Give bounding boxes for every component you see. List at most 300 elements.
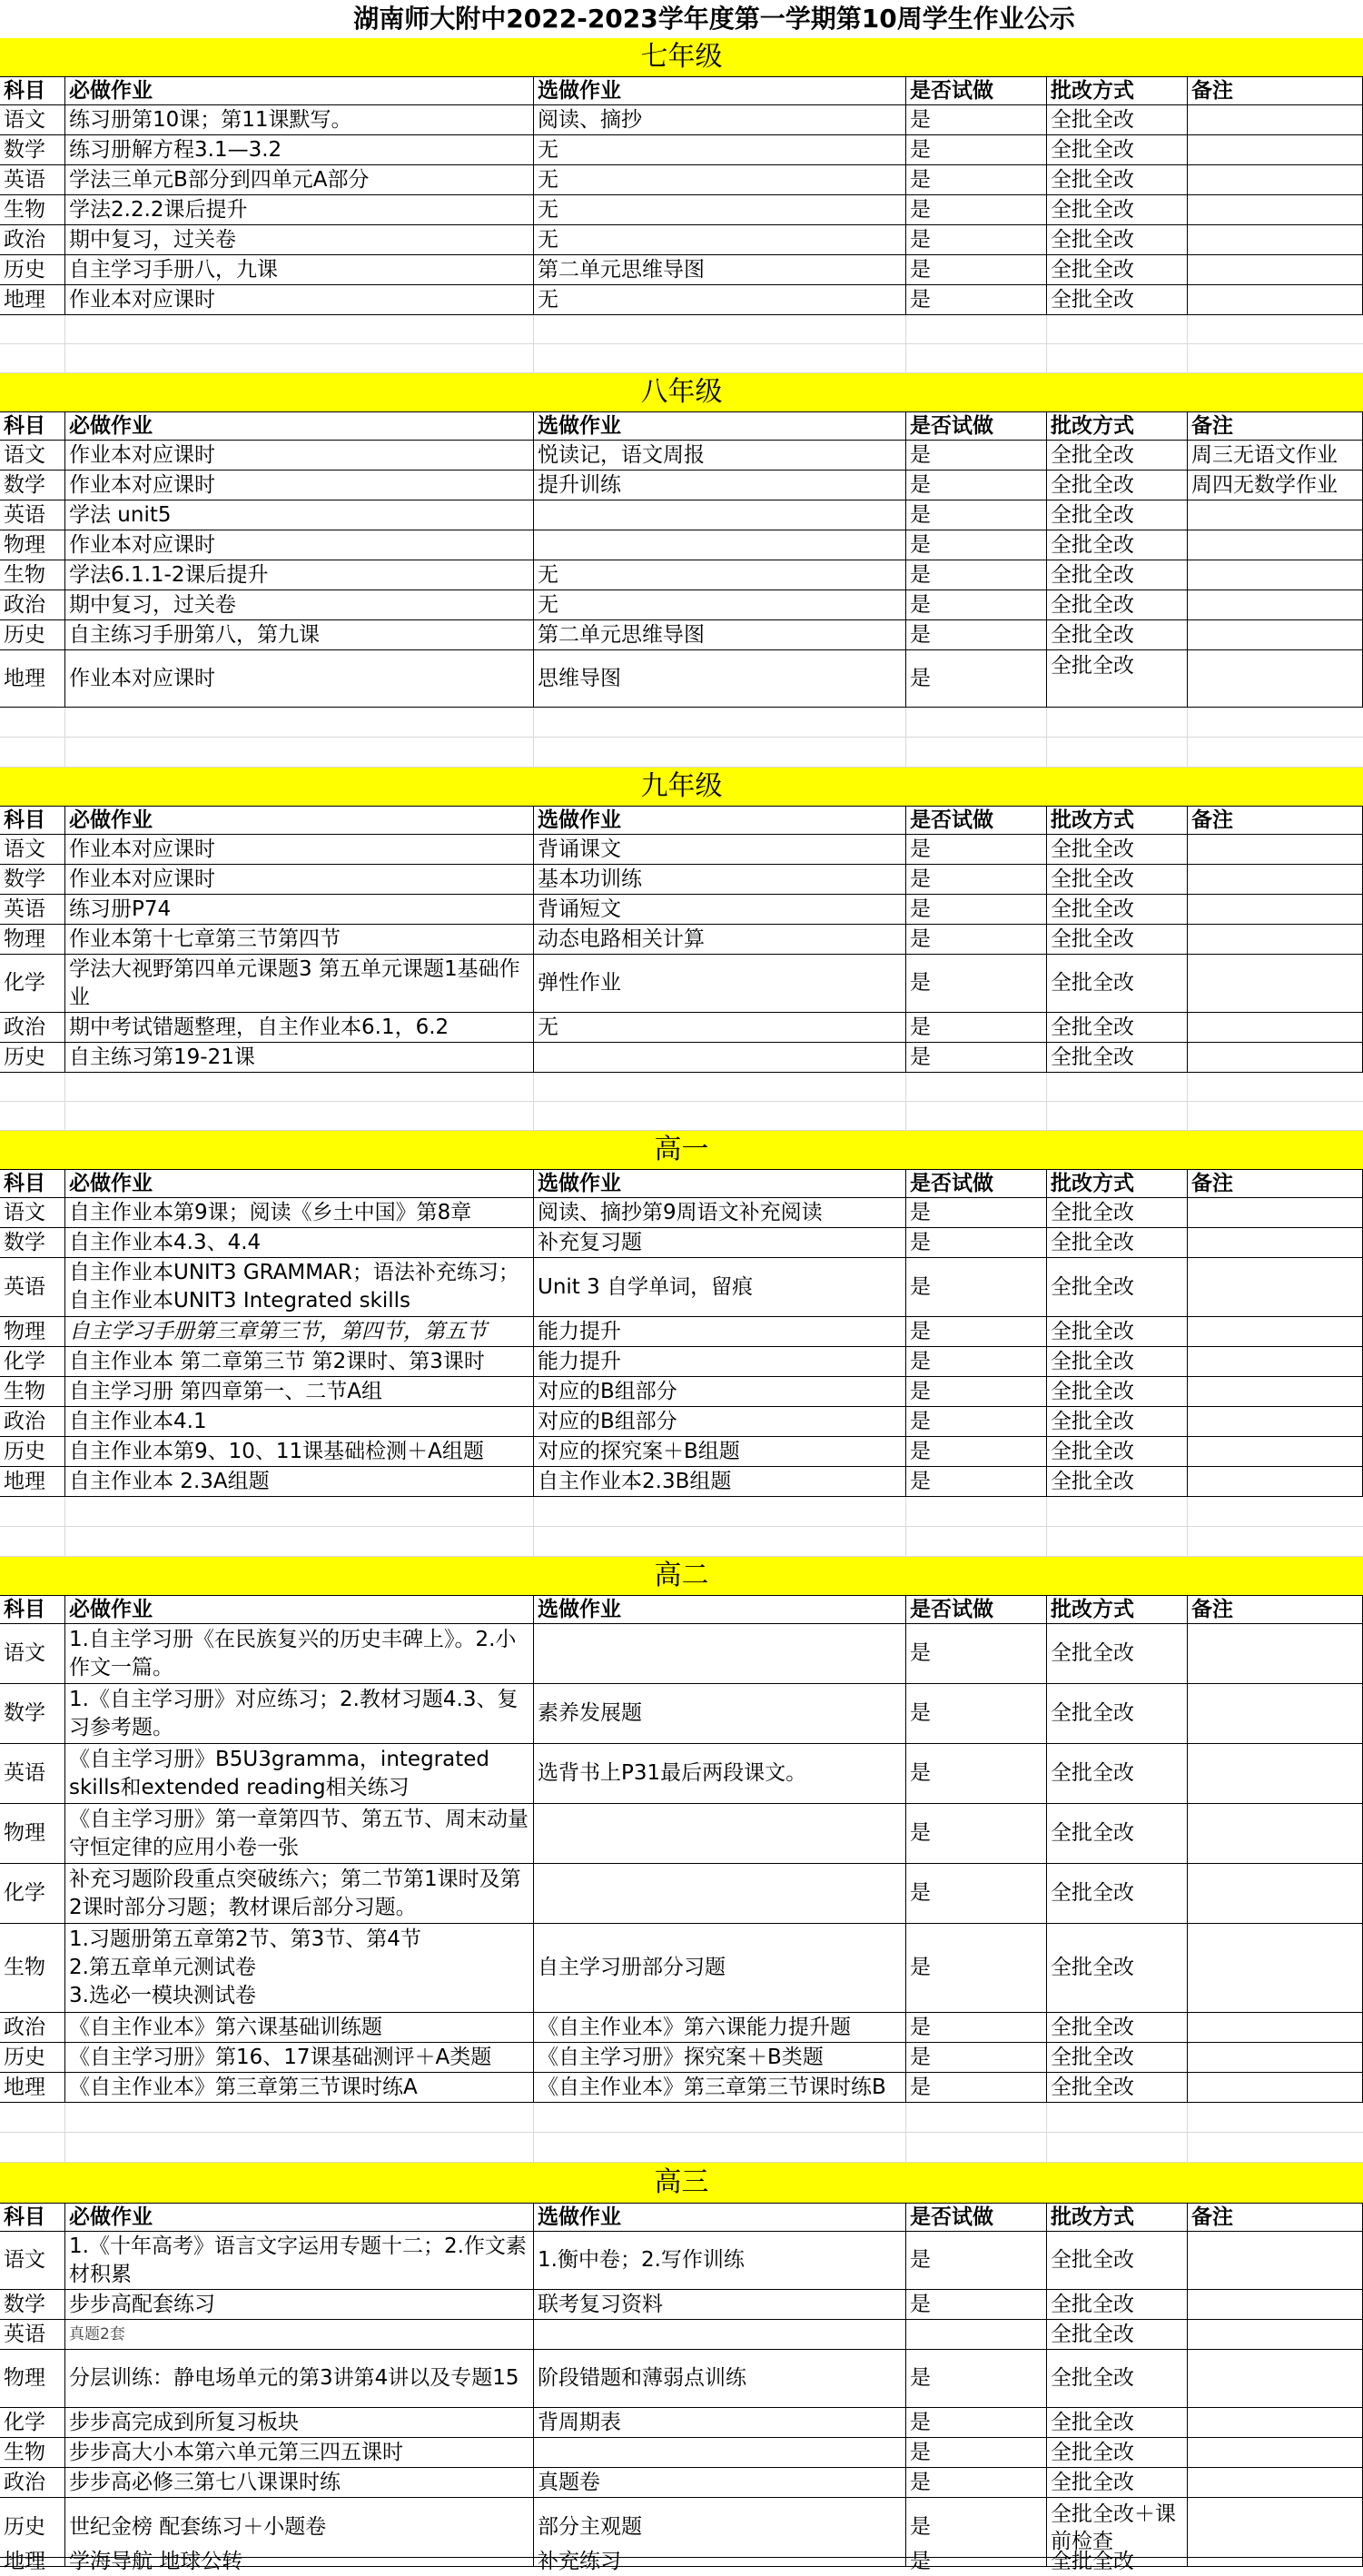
table-row xyxy=(0,2408,1363,2438)
note-cell xyxy=(1188,1864,1363,1923)
trial-cell: 是 xyxy=(906,1317,1047,1346)
required-cell: 自主练习第19-21课 xyxy=(65,1043,534,1072)
gridline xyxy=(533,315,534,343)
grading-cell: 全批全改 xyxy=(1047,1407,1188,1436)
required-cell: 练习册P74 xyxy=(65,895,534,924)
table-row xyxy=(0,1317,1363,1347)
optional-cell: 无 xyxy=(534,560,906,590)
table-header-row xyxy=(0,1595,1363,1624)
table-row xyxy=(0,1198,1363,1228)
required-cell: 作业本对应课时 xyxy=(65,865,534,894)
gridline xyxy=(1187,708,1188,737)
subject-cell: 生物 xyxy=(0,1377,65,1406)
grading-cell: 全批全改 xyxy=(1047,225,1188,254)
optional-cell xyxy=(534,1043,906,1072)
note-cell xyxy=(1188,1407,1363,1436)
column-header: 科目 xyxy=(0,2204,65,2231)
column-header: 备注 xyxy=(1188,2204,1363,2231)
gridline xyxy=(533,1527,534,1556)
optional-cell: 能力提升 xyxy=(534,1347,906,1376)
required-cell: 学法三单元B部分到四单元A部分 xyxy=(65,165,534,194)
subject-cell: 历史 xyxy=(0,620,65,649)
optional-cell: 素养发展题 xyxy=(534,1684,906,1743)
column-header: 选做作业 xyxy=(534,2204,906,2231)
subject-cell: 英语 xyxy=(0,1744,65,1803)
note-cell xyxy=(1188,2468,1363,2497)
grading-cell: 全批全改 xyxy=(1047,560,1188,590)
required-cell: 作业本对应课时 xyxy=(65,285,534,314)
grading-cell: 全批全改 xyxy=(1047,865,1188,894)
note-cell xyxy=(1188,620,1363,649)
table-header-row xyxy=(0,411,1363,441)
grading-cell: 全批全改＋课前检查 xyxy=(1047,2498,1188,2557)
required-cell: 自主学习手册八，九课 xyxy=(65,255,534,284)
required-cell: 期中复习，过关卷 xyxy=(65,225,534,254)
column-header: 批改方式 xyxy=(1047,1596,1188,1623)
table-row xyxy=(0,1043,1363,1073)
blank-row xyxy=(0,1527,1363,1557)
grade-banner: 高一 xyxy=(0,1131,1363,1169)
column-header: 批改方式 xyxy=(1047,77,1188,104)
gridline xyxy=(533,708,534,737)
required-cell: 作业本对应课时 xyxy=(65,650,534,707)
table-row xyxy=(0,225,1363,255)
gridline xyxy=(533,2103,534,2132)
optional-cell: 无 xyxy=(534,1013,906,1042)
optional-cell: 第二单元思维导图 xyxy=(534,255,906,284)
trial-cell: 是 xyxy=(906,1407,1047,1436)
subject-cell: 语文 xyxy=(0,441,65,470)
trial-cell: 是 xyxy=(906,165,1047,194)
table-row xyxy=(0,2350,1363,2408)
subject-cell: 政治 xyxy=(0,2468,65,2497)
optional-cell: 联考复习资料 xyxy=(534,2290,906,2319)
subject-cell: 语文 xyxy=(0,1198,65,1227)
subject-cell: 地理 xyxy=(0,1467,65,1496)
optional-cell: 1.衡中卷；2.写作训练 xyxy=(534,2232,906,2289)
subject-cell: 地理 xyxy=(0,285,65,314)
note-cell xyxy=(1188,590,1363,619)
blank-row xyxy=(0,1073,1363,1102)
subject-cell: 地理 xyxy=(0,2558,65,2566)
gridline xyxy=(1046,2103,1047,2132)
table-header-row xyxy=(0,2203,1363,2232)
gridline xyxy=(905,1073,906,1101)
table-header-row xyxy=(0,76,1363,105)
grading-cell: 全批全改 xyxy=(1047,441,1188,470)
trial-cell: 是 xyxy=(906,2558,1047,2566)
table-row xyxy=(0,2468,1363,2498)
subject-cell: 语文 xyxy=(0,835,65,864)
trial-cell: 是 xyxy=(906,1437,1047,1466)
gridline xyxy=(533,1102,534,1130)
subject-cell: 历史 xyxy=(0,255,65,284)
blank-row xyxy=(0,1102,1363,1131)
grading-cell: 全批全改 xyxy=(1047,2320,1188,2349)
table-row xyxy=(0,255,1363,285)
blank-row xyxy=(0,344,1363,373)
subject-cell: 数学 xyxy=(0,2290,65,2319)
gridline xyxy=(1046,315,1047,343)
optional-cell: 悦读记，语文周报 xyxy=(534,441,906,470)
subject-cell: 生物 xyxy=(0,560,65,590)
column-header: 必做作业 xyxy=(65,807,534,834)
subject-cell: 生物 xyxy=(0,1924,65,2012)
trial-cell: 是 xyxy=(906,955,1047,1012)
required-cell: 自主作业本 第二章第三节 第2课时、第3课时 xyxy=(65,1347,534,1376)
optional-cell: 动态电路相关计算 xyxy=(534,925,906,954)
optional-cell: 无 xyxy=(534,165,906,194)
required-cell: 作业本第十七章第三节第四节 xyxy=(65,925,534,954)
column-header: 科目 xyxy=(0,77,65,104)
optional-cell: 思维导图 xyxy=(534,650,906,707)
trial-cell: 是 xyxy=(906,1043,1047,1072)
note-cell xyxy=(1188,1624,1363,1683)
blank-row xyxy=(0,315,1363,344)
gridline xyxy=(64,1073,65,1101)
column-header: 选做作业 xyxy=(534,1170,906,1197)
note-cell xyxy=(1188,1924,1363,2012)
optional-cell: 阶段错题和薄弱点训练 xyxy=(534,2350,906,2407)
column-header: 必做作业 xyxy=(65,1596,534,1623)
grading-cell: 全批全改 xyxy=(1047,1624,1188,1683)
subject-cell: 物理 xyxy=(0,1804,65,1863)
gridline xyxy=(64,2103,65,2132)
grading-cell: 全批全改 xyxy=(1047,2408,1188,2437)
required-cell: 补充习题阶段重点突破练六；第二节第1课时及第2课时部分习题；教材课后部分习题。 xyxy=(65,1864,534,1923)
required-cell: 《自主学习册》第一章第四节、第五节、周末动量守恒定律的应用小卷一张 xyxy=(65,1804,534,1863)
subject-cell: 英语 xyxy=(0,1258,65,1316)
blank-row xyxy=(0,1497,1363,1527)
trial-cell: 是 xyxy=(906,2468,1047,2497)
required-cell: 分层训练：静电场单元的第3讲第4讲以及专题15 xyxy=(65,2350,534,2407)
note-cell xyxy=(1188,1377,1363,1406)
trial-cell: 是 xyxy=(906,1347,1047,1376)
optional-cell: 背诵课文 xyxy=(534,835,906,864)
subject-cell: 化学 xyxy=(0,2408,65,2437)
gridline xyxy=(64,315,65,343)
column-header: 批改方式 xyxy=(1047,1170,1188,1197)
subject-cell: 化学 xyxy=(0,955,65,1012)
required-cell: 自主学习册 第四章第一、二节A组 xyxy=(65,1377,534,1406)
trial-cell: 是 xyxy=(906,105,1047,134)
optional-cell: 背诵短文 xyxy=(534,895,906,924)
gridline xyxy=(905,344,906,372)
note-cell xyxy=(1188,2438,1363,2467)
note-cell xyxy=(1188,285,1363,314)
required-cell: 1.《自主学习册》对应练习；2.教材习题4.3、复习参考题。 xyxy=(65,1684,534,1743)
grading-cell: 全批全改 xyxy=(1047,925,1188,954)
grading-cell: 全批全改 xyxy=(1047,1013,1188,1042)
subject-cell: 语文 xyxy=(0,105,65,134)
gridline xyxy=(1187,1497,1188,1526)
grading-cell: 全批全改 xyxy=(1047,105,1188,134)
gridline xyxy=(1046,344,1047,372)
grading-cell: 全批全改 xyxy=(1047,1804,1188,1863)
note-cell xyxy=(1188,2013,1363,2042)
grading-cell: 全批全改 xyxy=(1047,500,1188,530)
gridline xyxy=(533,1073,534,1101)
required-cell: 期中考试错题整理，自主作业本6.1，6.2 xyxy=(65,1013,534,1042)
grading-cell: 全批全改 xyxy=(1047,650,1188,707)
column-header: 必做作业 xyxy=(65,1170,534,1197)
subject-cell: 地理 xyxy=(0,2073,65,2102)
grading-cell: 全批全改 xyxy=(1047,1258,1188,1316)
grading-cell: 全批全改 xyxy=(1047,1377,1188,1406)
gridline xyxy=(905,708,906,737)
trial-cell: 是 xyxy=(906,2498,1047,2557)
column-header: 是否试做 xyxy=(906,412,1047,440)
note-cell xyxy=(1188,895,1363,924)
optional-cell: 无 xyxy=(534,135,906,164)
gridline xyxy=(1187,2103,1188,2132)
required-cell: 步步高完成到所复习板块 xyxy=(65,2408,534,2437)
subject-cell: 政治 xyxy=(0,225,65,254)
subject-cell: 生物 xyxy=(0,2438,65,2467)
required-cell: 《自主学习册》第16、17课基础测评＋A类题 xyxy=(65,2043,534,2072)
column-header: 选做作业 xyxy=(534,807,906,834)
table-row xyxy=(0,1684,1363,1744)
gridline xyxy=(1046,1527,1047,1556)
trial-cell: 是 xyxy=(906,1228,1047,1257)
trial-cell: 是 xyxy=(906,2408,1047,2437)
subject-cell: 英语 xyxy=(0,500,65,530)
note-cell xyxy=(1188,530,1363,560)
gridline xyxy=(64,344,65,372)
trial-cell: 是 xyxy=(906,1377,1047,1406)
trial-cell: 是 xyxy=(906,560,1047,590)
trial-cell: 是 xyxy=(906,255,1047,284)
required-cell: 《自主作业本》第六课基础训练题 xyxy=(65,2013,534,2042)
required-cell: 1.习题册第五章第2节、第3节、第4节 2.第五章单元测试卷 3.选必一模块测试卷 xyxy=(65,1924,534,2012)
gridline xyxy=(905,738,906,767)
subject-cell: 英语 xyxy=(0,2320,65,2349)
trial-cell: 是 xyxy=(906,2350,1047,2407)
table-row xyxy=(0,2320,1363,2350)
required-cell: 期中复习，过关卷 xyxy=(65,590,534,619)
optional-cell: 补充复习题 xyxy=(534,1228,906,1257)
note-cell xyxy=(1188,650,1363,707)
trial-cell: 是 xyxy=(906,650,1047,707)
trial-cell: 是 xyxy=(906,865,1047,894)
column-header: 备注 xyxy=(1188,412,1363,440)
grading-cell: 全批全改 xyxy=(1047,835,1188,864)
optional-cell xyxy=(534,1624,906,1683)
optional-cell: 自主学习册部分习题 xyxy=(534,1924,906,2012)
column-header: 是否试做 xyxy=(906,1596,1047,1623)
column-header: 备注 xyxy=(1188,1596,1363,1623)
table-row xyxy=(0,865,1363,895)
gridline xyxy=(905,1527,906,1556)
table-row xyxy=(0,1407,1363,1437)
note-cell xyxy=(1188,1228,1363,1257)
table-row xyxy=(0,925,1363,955)
column-header: 选做作业 xyxy=(534,77,906,104)
note-cell xyxy=(1188,2408,1363,2437)
note-cell: 周三无语文作业 xyxy=(1188,441,1363,470)
grading-cell: 全批全改 xyxy=(1047,471,1188,500)
note-cell xyxy=(1188,2350,1363,2407)
required-cell: 作业本对应课时 xyxy=(65,471,534,500)
grading-cell: 全批全改 xyxy=(1047,1924,1188,2012)
table-row xyxy=(0,955,1363,1013)
column-header: 必做作业 xyxy=(65,77,534,104)
note-cell xyxy=(1188,2320,1363,2349)
column-header: 批改方式 xyxy=(1047,807,1188,834)
subject-cell: 英语 xyxy=(0,895,65,924)
column-header: 批改方式 xyxy=(1047,2204,1188,2231)
grading-cell: 全批全改 xyxy=(1047,1228,1188,1257)
subject-cell: 化学 xyxy=(0,1864,65,1923)
trial-cell: 是 xyxy=(906,620,1047,649)
trial-cell: 是 xyxy=(906,500,1047,530)
column-header: 科目 xyxy=(0,807,65,834)
grading-cell: 全批全改 xyxy=(1047,255,1188,284)
note-cell xyxy=(1188,1317,1363,1346)
grading-cell: 全批全改 xyxy=(1047,955,1188,1012)
gridline xyxy=(1046,738,1047,767)
blank-row xyxy=(0,708,1363,738)
required-cell: 《自主学习册》B5U3gramma，integrated skills和extended reading相关练习 xyxy=(65,1744,534,1803)
table-row xyxy=(0,471,1363,500)
gridline xyxy=(1187,315,1188,343)
table-row xyxy=(0,2438,1363,2468)
note-cell xyxy=(1188,2232,1363,2289)
trial-cell: 是 xyxy=(906,195,1047,224)
table-row xyxy=(0,835,1363,865)
table-row xyxy=(0,2073,1363,2103)
gridline xyxy=(1046,708,1047,737)
table-row xyxy=(0,1258,1363,1317)
gridline xyxy=(533,344,534,372)
optional-cell: 提升训练 xyxy=(534,471,906,500)
trial-cell: 是 xyxy=(906,590,1047,619)
gridline xyxy=(1046,1073,1047,1101)
table-row xyxy=(0,1864,1363,1924)
required-cell: 自主学习手册第三章第三节，第四节，第五节 xyxy=(65,1317,534,1346)
grading-cell: 全批全改 xyxy=(1047,195,1188,224)
subject-cell: 历史 xyxy=(0,1437,65,1466)
optional-cell: 阅读、摘抄 xyxy=(534,105,906,134)
table-row xyxy=(0,105,1363,135)
optional-cell: 选背书上P31最后两段课文。 xyxy=(534,1744,906,1803)
optional-cell xyxy=(534,2438,906,2467)
subject-cell: 政治 xyxy=(0,590,65,619)
note-cell xyxy=(1188,2558,1363,2566)
required-cell: 练习册解方程3.1—3.2 xyxy=(65,135,534,164)
gridline xyxy=(1187,1073,1188,1101)
note-cell xyxy=(1188,1043,1363,1072)
gridline xyxy=(1046,1497,1047,1526)
column-header: 科目 xyxy=(0,1596,65,1623)
subject-cell: 数学 xyxy=(0,1684,65,1743)
column-header: 是否试做 xyxy=(906,807,1047,834)
gridline xyxy=(64,2133,65,2162)
trial-cell: 是 xyxy=(906,2043,1047,2072)
note-cell xyxy=(1188,1744,1363,1803)
column-header: 选做作业 xyxy=(534,1596,906,1623)
subject-cell: 语文 xyxy=(0,1624,65,1683)
required-cell: 步步高必修三第七八课课时练 xyxy=(65,2468,534,2497)
trial-cell: 是 xyxy=(906,2013,1047,2042)
subject-cell: 物理 xyxy=(0,2350,65,2407)
trial-cell: 是 xyxy=(906,225,1047,254)
gridline xyxy=(1187,2133,1188,2162)
grading-cell: 全批全改 xyxy=(1047,2438,1188,2467)
blank-row xyxy=(0,738,1363,768)
required-cell: 学法6.1.1-2课后提升 xyxy=(65,560,534,590)
optional-cell: 无 xyxy=(534,195,906,224)
optional-cell xyxy=(534,530,906,560)
required-cell: 练习册第10课；第11课默写。 xyxy=(65,105,534,134)
required-cell: 《自主作业本》第三章第三节课时练A xyxy=(65,2073,534,2102)
trial-cell: 是 xyxy=(906,895,1047,924)
note-cell: 周四无数学作业 xyxy=(1188,471,1363,500)
table-row xyxy=(0,560,1363,590)
blank-row xyxy=(0,2103,1363,2133)
optional-cell: 《自主作业本》第三章第三节课时练B xyxy=(534,2073,906,2102)
table-row xyxy=(0,1467,1363,1497)
note-cell xyxy=(1188,2043,1363,2072)
subject-cell: 语文 xyxy=(0,2232,65,2289)
table-row xyxy=(0,1347,1363,1377)
optional-cell: 第二单元思维导图 xyxy=(534,620,906,649)
trial-cell: 是 xyxy=(906,1624,1047,1683)
table-row xyxy=(0,1804,1363,1864)
required-cell: 自主作业本第9、10、11课基础检测＋A组题 xyxy=(65,1437,534,1466)
optional-cell: 背周期表 xyxy=(534,2408,906,2437)
subject-cell: 历史 xyxy=(0,2043,65,2072)
optional-cell: 能力提升 xyxy=(534,1317,906,1346)
grading-cell: 全批全改 xyxy=(1047,2013,1188,2042)
note-cell xyxy=(1188,1258,1363,1316)
grading-cell: 全批全改 xyxy=(1047,135,1188,164)
table-row xyxy=(0,650,1363,708)
trial-cell: 是 xyxy=(906,1864,1047,1923)
table-header-row xyxy=(0,1169,1363,1198)
trial-cell: 是 xyxy=(906,2438,1047,2467)
column-header: 科目 xyxy=(0,1170,65,1197)
required-cell: 作业本对应课时 xyxy=(65,835,534,864)
subject-cell: 数学 xyxy=(0,865,65,894)
table-row xyxy=(0,530,1363,560)
required-cell: 步步高大小本第六单元第三四五课时 xyxy=(65,2438,534,2467)
trial-cell: 是 xyxy=(906,530,1047,560)
gridline xyxy=(1046,2133,1047,2162)
required-cell: 学法 unit5 xyxy=(65,500,534,530)
grading-cell: 全批全改 xyxy=(1047,2468,1188,2497)
note-cell xyxy=(1188,195,1363,224)
table-row xyxy=(0,590,1363,620)
gridline xyxy=(533,1497,534,1526)
trial-cell: 是 xyxy=(906,1467,1047,1496)
gridline xyxy=(905,315,906,343)
gridline xyxy=(64,738,65,767)
required-cell: 1.《十年高考》语言文字运用专题十二；2.作文素材积累 xyxy=(65,2232,534,2289)
optional-cell: 《自主学习册》探究案＋B类题 xyxy=(534,2043,906,2072)
grading-cell: 全批全改 xyxy=(1047,1744,1188,1803)
table-row xyxy=(0,500,1363,530)
optional-cell: 无 xyxy=(534,285,906,314)
note-cell xyxy=(1188,1013,1363,1042)
optional-cell: 《自主作业本》第六课能力提升题 xyxy=(534,2013,906,2042)
table-row xyxy=(0,195,1363,225)
note-cell xyxy=(1188,1467,1363,1496)
optional-cell: 对应的B组部分 xyxy=(534,1377,906,1406)
optional-cell xyxy=(534,500,906,530)
note-cell xyxy=(1188,955,1363,1012)
gridline xyxy=(1187,344,1188,372)
